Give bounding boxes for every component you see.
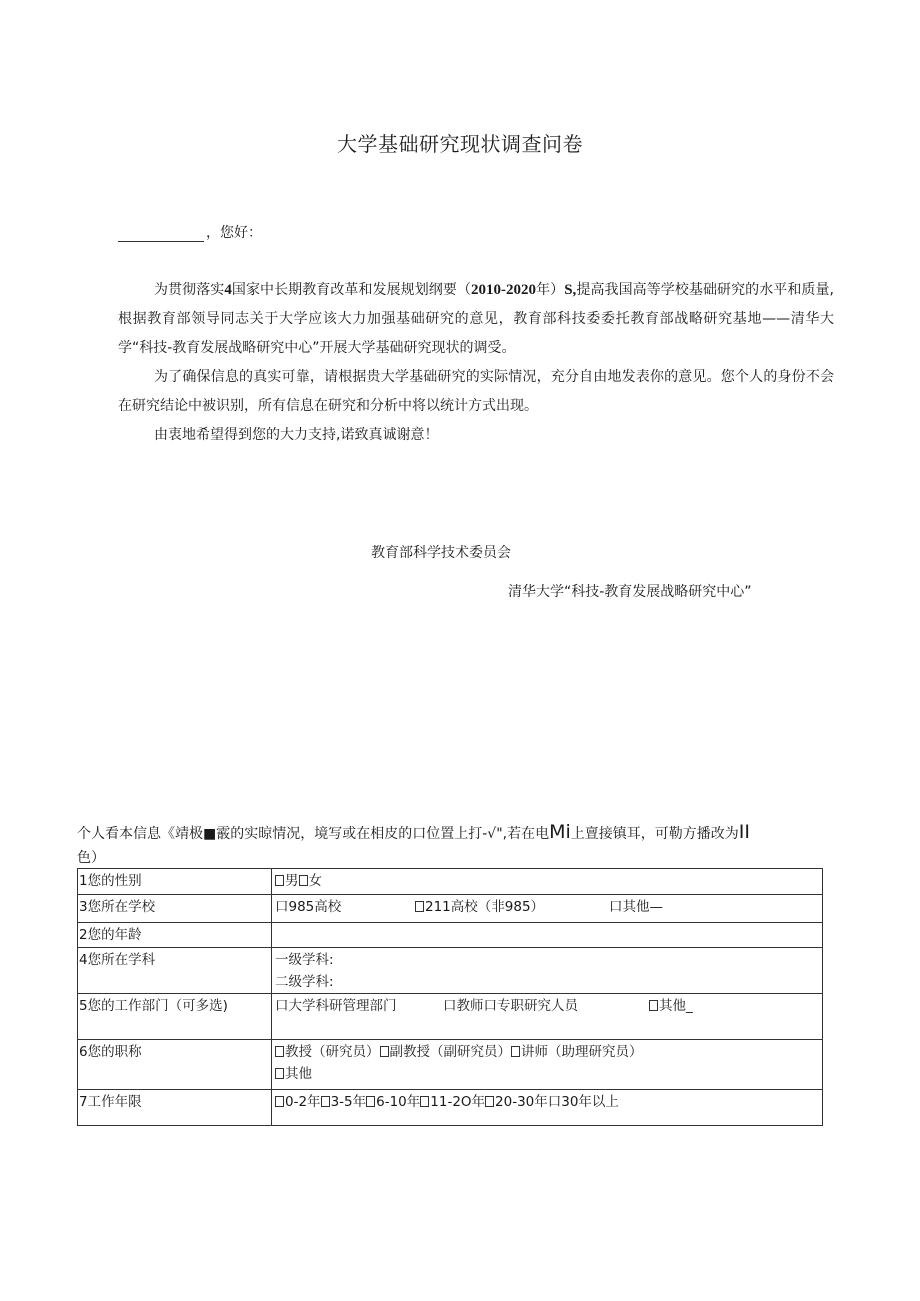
- option-associate-professor: 副教授（副研究员）: [389, 1044, 511, 1060]
- option-years-11-20: 11-2O年: [430, 1094, 486, 1110]
- department-options: [272, 994, 823, 1040]
- table-row: [78, 1090, 823, 1126]
- table-row: [78, 994, 823, 1040]
- age-label: 2您的年龄: [78, 923, 272, 948]
- checkbox-associate-professor[interactable]: [380, 1046, 389, 1057]
- intro-text: [118, 276, 834, 450]
- age-input[interactable]: [272, 923, 823, 948]
- checkbox-male[interactable]: [275, 875, 284, 886]
- checkbox-department-other[interactable]: [649, 1000, 658, 1011]
- work-years-label: 7工作年限: [78, 1090, 272, 1126]
- discipline-input[interactable]: [272, 948, 823, 994]
- option-department-other: 其他_: [659, 998, 693, 1014]
- checkbox-211[interactable]: [415, 901, 424, 912]
- greeting: [118, 222, 262, 242]
- greeting-text: ，您好：: [206, 225, 262, 241]
- signature-org-2: 清华大学“科技-教育发展战略研究中心”: [508, 584, 752, 600]
- gender-label: 1您的性别: [78, 869, 272, 895]
- checkbox-years-6-10[interactable]: [366, 1096, 375, 1107]
- discipline-label: 4您所在学科: [78, 948, 272, 994]
- info-instructions: 个人看本信息《靖极■霰的实晾情况，境写或在相皮的口位置上打-√",若在电Mi上亶接镇耳，可勒方播改为II 色）: [77, 821, 750, 866]
- personal-info-table: [77, 868, 823, 1126]
- option-male: 男: [285, 873, 299, 889]
- name-blank[interactable]: [118, 227, 204, 242]
- option-title-other: 其他: [285, 1066, 312, 1080]
- page-title: 大学基础研究现状调查问卷: [337, 132, 583, 156]
- table-row: [78, 1040, 823, 1090]
- checkbox-lecturer[interactable]: [511, 1046, 520, 1057]
- table-row: [78, 948, 823, 994]
- option-years-20-plus: 20-30年口30年以上: [495, 1094, 619, 1110]
- checkbox-professor[interactable]: [275, 1046, 284, 1057]
- title-label: 6您的职称: [78, 1040, 272, 1090]
- work-years-options: [272, 1090, 823, 1126]
- option-professor: 教授（研究员）: [285, 1044, 380, 1060]
- department-label: 5您的工作部门（可多选): [78, 994, 272, 1040]
- option-teacher-researcher[interactable]: 口教师口专职研究人员: [443, 998, 578, 1014]
- option-school-other[interactable]: 口其他—: [609, 899, 663, 915]
- intro-paragraph-3: 由衷地希望得到您的大力支持,诺致真诚谢意！: [154, 427, 439, 443]
- first-level-discipline: 一级学科:: [275, 952, 334, 968]
- gender-options: [272, 869, 823, 895]
- option-985[interactable]: 口985高校: [275, 899, 342, 915]
- option-lecturer: 讲师（助理研究员）: [521, 1044, 643, 1060]
- option-research-admin[interactable]: 口大学科研管理部门: [275, 998, 397, 1014]
- school-options: [272, 895, 823, 923]
- table-row: [78, 869, 823, 895]
- school-label: 3您所在学校: [78, 895, 272, 923]
- second-level-discipline: 二级学科:: [275, 974, 334, 988]
- checkbox-years-11-20[interactable]: [420, 1096, 429, 1107]
- option-years-6-10: 6-10年: [376, 1094, 421, 1110]
- title-options: [272, 1040, 823, 1090]
- option-211: 211高校（非985）: [425, 899, 545, 915]
- option-years-0-2: 0-2年: [285, 1094, 321, 1110]
- table-row: [78, 895, 823, 923]
- intro-paragraph-2: 为了确保信息的真实可靠，请根据贵大学基础研究的实际情况，充分自由地发表你的意见。您个人的身份不会在研究结论中被识别，所有信息在研究和分析中将以统计方式出现。: [118, 369, 834, 414]
- checkbox-years-20-30[interactable]: [485, 1096, 494, 1107]
- checkbox-years-0-2[interactable]: [275, 1096, 284, 1107]
- signature-org-1: 教育部科学技术委员会: [371, 545, 511, 561]
- intro-paragraph-1: 为贯彻落实4国家中长期教育改革和发展规划纲要（2010-2020年）S,提高我国高等学校基础研究的水平和质量,根据教育部领导同志关于大学应该大力加强基础研究的意见，教育部科技委委托教育部战略研究基地——清华大学“科技-教育发展战略研究中心”开展大学基础研究现状的调受。: [118, 282, 835, 356]
- checkbox-female[interactable]: [299, 875, 308, 886]
- checkbox-title-other[interactable]: [275, 1068, 284, 1079]
- checkbox-years-3-5[interactable]: [321, 1096, 330, 1107]
- option-female: 女: [308, 873, 322, 889]
- table-row: [78, 923, 823, 948]
- option-years-3-5: 3-5年: [330, 1094, 367, 1110]
